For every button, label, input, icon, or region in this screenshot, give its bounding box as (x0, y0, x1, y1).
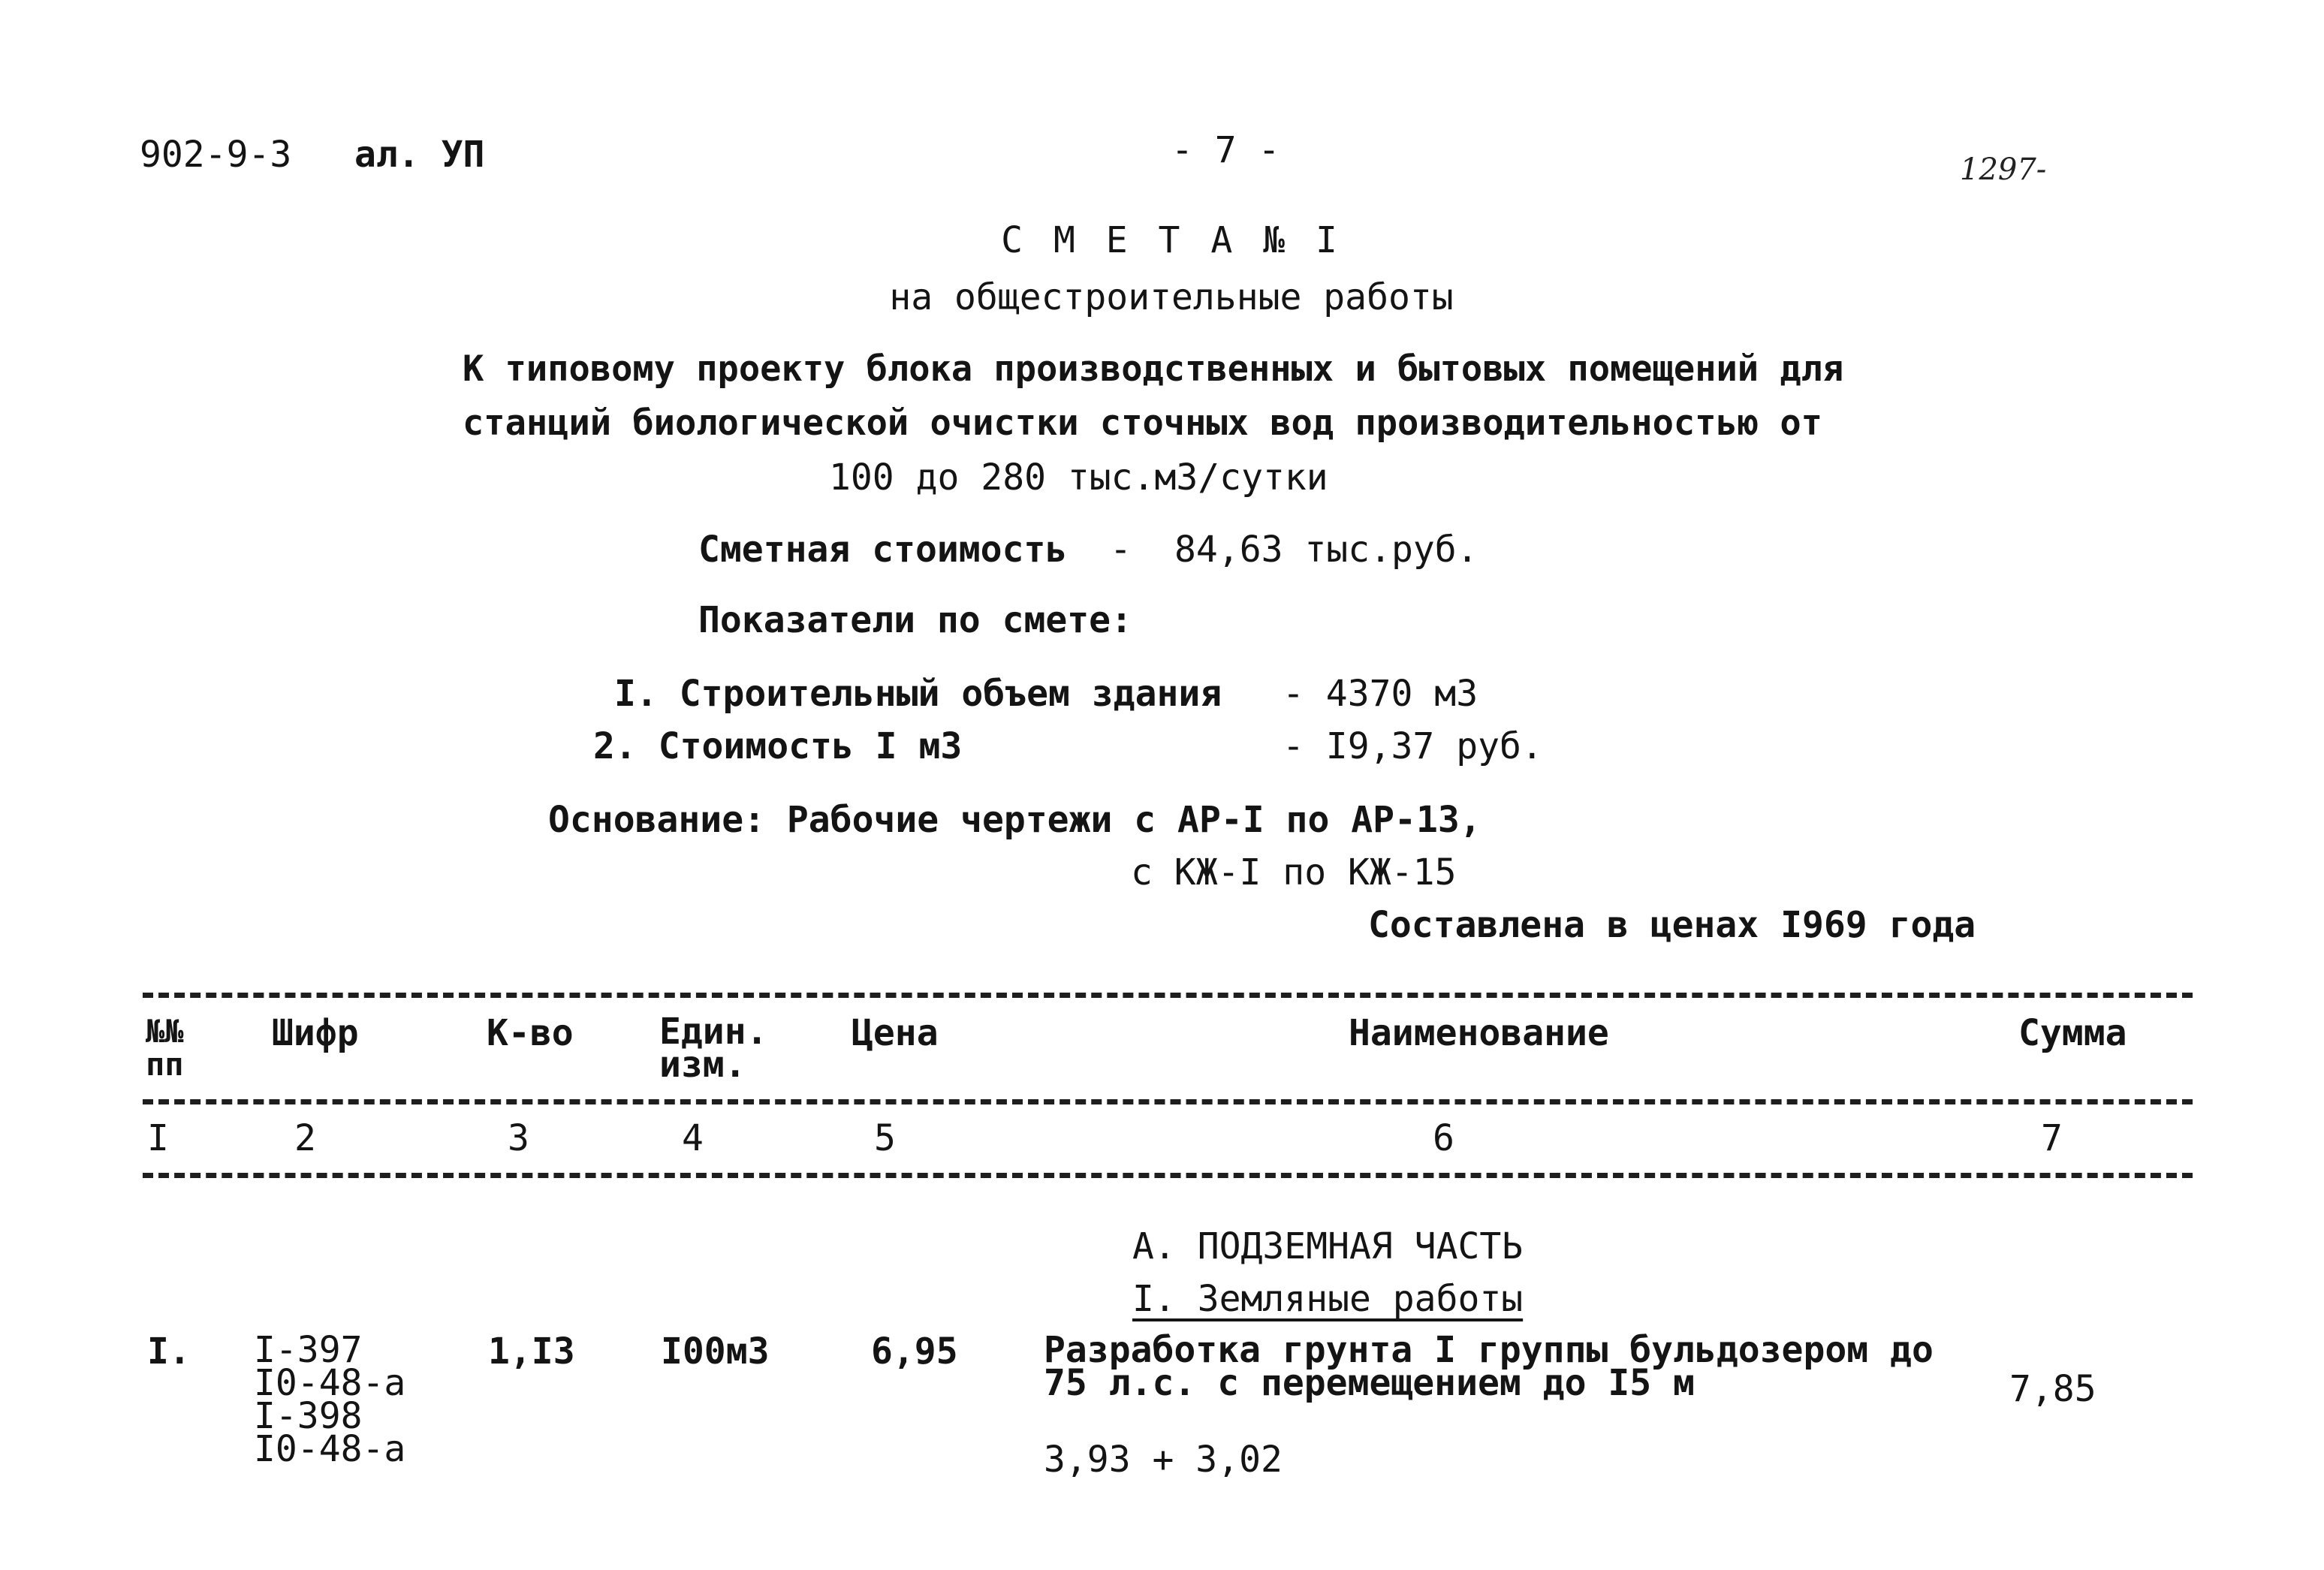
indicator-label: 2. Стоимость I м3 (593, 725, 963, 767)
table-top-rule (143, 993, 2193, 998)
row-qty: 1,I3 (488, 1330, 575, 1373)
estimate-title: С М Е Т А № I (1001, 219, 1342, 261)
col-number: I (147, 1117, 169, 1159)
indicator-value: - 4370 м3 (1283, 673, 1478, 715)
col-header-sum: Сумма (2018, 1012, 2127, 1054)
col-header-name: Наименование (1349, 1012, 1609, 1054)
indicator-value: - I9,37 руб. (1283, 725, 1543, 767)
row-sum: 7,85 (2009, 1368, 2096, 1410)
cost-label: Сметная стоимость (698, 529, 1068, 571)
section-heading: А. ПОДЗЕМНАЯ ЧАСТЬ (1132, 1225, 1524, 1267)
row-unit: I00м3 (661, 1330, 770, 1373)
project-line-3: 100 до 280 тыс.м3/сутки (829, 457, 1328, 499)
col-number: 3 (508, 1117, 529, 1159)
handwritten-mark: 1297- (1960, 152, 2047, 187)
album-label: ал. УП (354, 134, 485, 176)
col-header-code: Шифр (272, 1012, 359, 1054)
row-num: I. (147, 1330, 191, 1373)
col-number: 7 (2041, 1117, 2063, 1159)
indicator-label: I. Строительный объем здания (614, 673, 1222, 715)
basis-line-2: с КЖ-I по КЖ-15 (1131, 851, 1457, 893)
cost-separator: - (1110, 529, 1132, 571)
col-number: 4 (682, 1117, 704, 1159)
col-header-unit: Един. изм. (659, 1011, 768, 1086)
header-divider (143, 1099, 2193, 1104)
subsection-heading (1132, 1278, 1524, 1320)
row-price: 6,95 (871, 1330, 958, 1373)
row-code: I-397 I0-48-а I-398 I0-48-а (254, 1329, 406, 1470)
project-line-1: К типовому проекту блока производственных и бытовых помещений для (463, 348, 1844, 390)
subsection-text: I. Земляные работы (1132, 1278, 1524, 1320)
col-header-price: Цена (852, 1012, 939, 1054)
col-number: 2 (294, 1117, 316, 1159)
row-calc: 3,93 + 3,02 (1044, 1439, 1283, 1481)
row-name: Разработка грунта I группы бульдозером до 75 л.с. с перемещением до I5 м (1044, 1329, 1934, 1404)
col-number: 5 (874, 1117, 896, 1159)
col-number: 6 (1433, 1117, 1454, 1159)
cost-value: 84,63 тыс.руб. (1174, 529, 1478, 571)
basis-line-1: Основание: Рабочие чертежи с АР-I по АР-13, (548, 799, 1482, 841)
page-number: - 7 - (1171, 129, 1280, 171)
header-bottom-rule (143, 1173, 2193, 1178)
col-header-num: №№ пп (146, 1013, 184, 1083)
col-header-qty: К-во (487, 1012, 574, 1054)
estimate-subtitle: на общестроительные работы (889, 276, 1454, 318)
prices-note: Составлена в ценах I969 года (1368, 904, 1976, 946)
document-code: 902-9-3 (140, 134, 292, 176)
project-line-2: станций биологической очистки сточных вод производительностью от (463, 402, 1822, 444)
indicators-heading: Показатели по смете: (698, 599, 1132, 641)
